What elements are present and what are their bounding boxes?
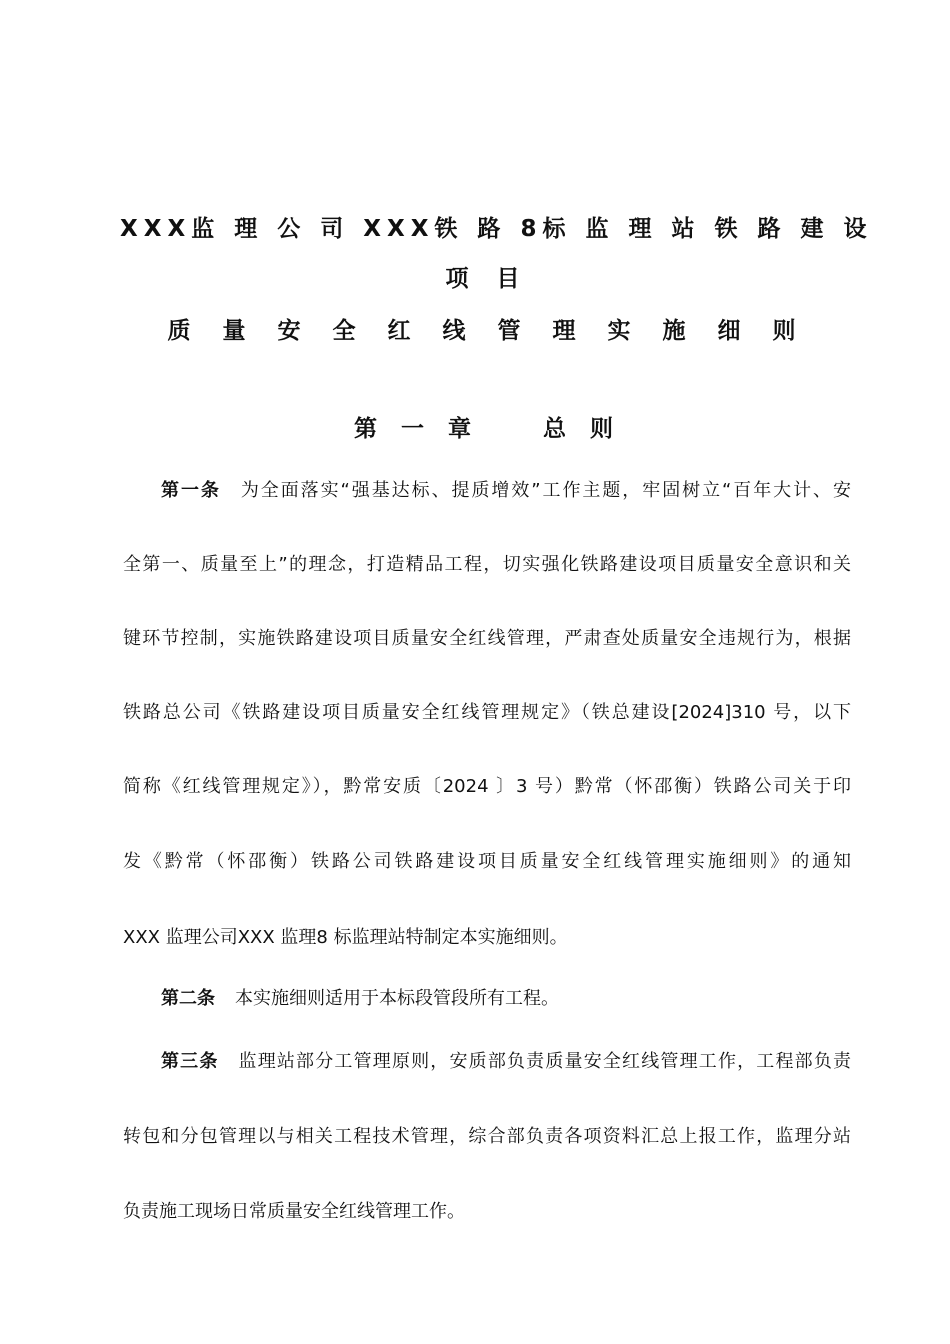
- article-1-label: 第一条: [161, 480, 221, 501]
- article-2-text-1: 本实施细则适用于本标段管段所有工程。: [235, 988, 559, 1009]
- article-3-text-1: 监理站部分工管理原则，安质部负责质量安全红线管理工作，工程部负责: [238, 1051, 851, 1072]
- article-3-line-2: 转包和分包管理以与相关工程技术管理，综合部负责各项资料汇总上报工作，监理分站: [123, 1126, 851, 1147]
- article-1-line-2: 全第一、质量至上”的理念，打造精品工程，切实强化铁路建设项目质量安全意识和关: [123, 554, 851, 575]
- article-3-line-1: [161, 1050, 851, 1074]
- document-title-line-3: 质 量 安 全 红 线 管 理 实 施 细 则: [167, 318, 808, 344]
- article-1-line-7: XXX 监理公司XXX 监理8 标监理站特制定本实施细则。: [123, 927, 568, 948]
- article-3-line-3: 负责施工现场日常质量安全红线管理工作。: [123, 1201, 465, 1222]
- article-2-label: 第二条: [161, 988, 215, 1009]
- article-1-line-4: 铁路总公司《铁路建设项目质量安全红线管理规定》（铁总建设[2024]310 号，以下: [123, 702, 851, 723]
- article-1-line-3: 键环节控制，实施铁路建设项目质量安全红线管理，严肃查处质量安全违规行为，根据: [123, 628, 851, 649]
- article-1-line-1: [161, 479, 851, 503]
- article-3-label: 第三条: [161, 1051, 219, 1072]
- article-1-line-5: 简称《红线管理规定》），黔常安质〔2024 〕3 号）黔常（怀邵衡）铁路公司关于印: [123, 776, 851, 797]
- document-title-line-1: XXX监 理 公 司 XXX铁 路 8标 监 理 站 铁 路 建 设: [120, 216, 873, 242]
- article-1-line-6: 发《黔常（怀邵衡）铁路公司铁路建设项目质量安全红线管理实施细则》的通知: [123, 851, 851, 872]
- article-2-line-1: [161, 987, 851, 1011]
- chapter-heading: 第 一 章 总 则: [353, 416, 622, 442]
- document-title-line-2: 项 目: [445, 266, 530, 292]
- article-1-text-1: 为全面落实“强基达标、提质增效”工作主题，牢固树立“百年大计、安: [240, 480, 851, 501]
